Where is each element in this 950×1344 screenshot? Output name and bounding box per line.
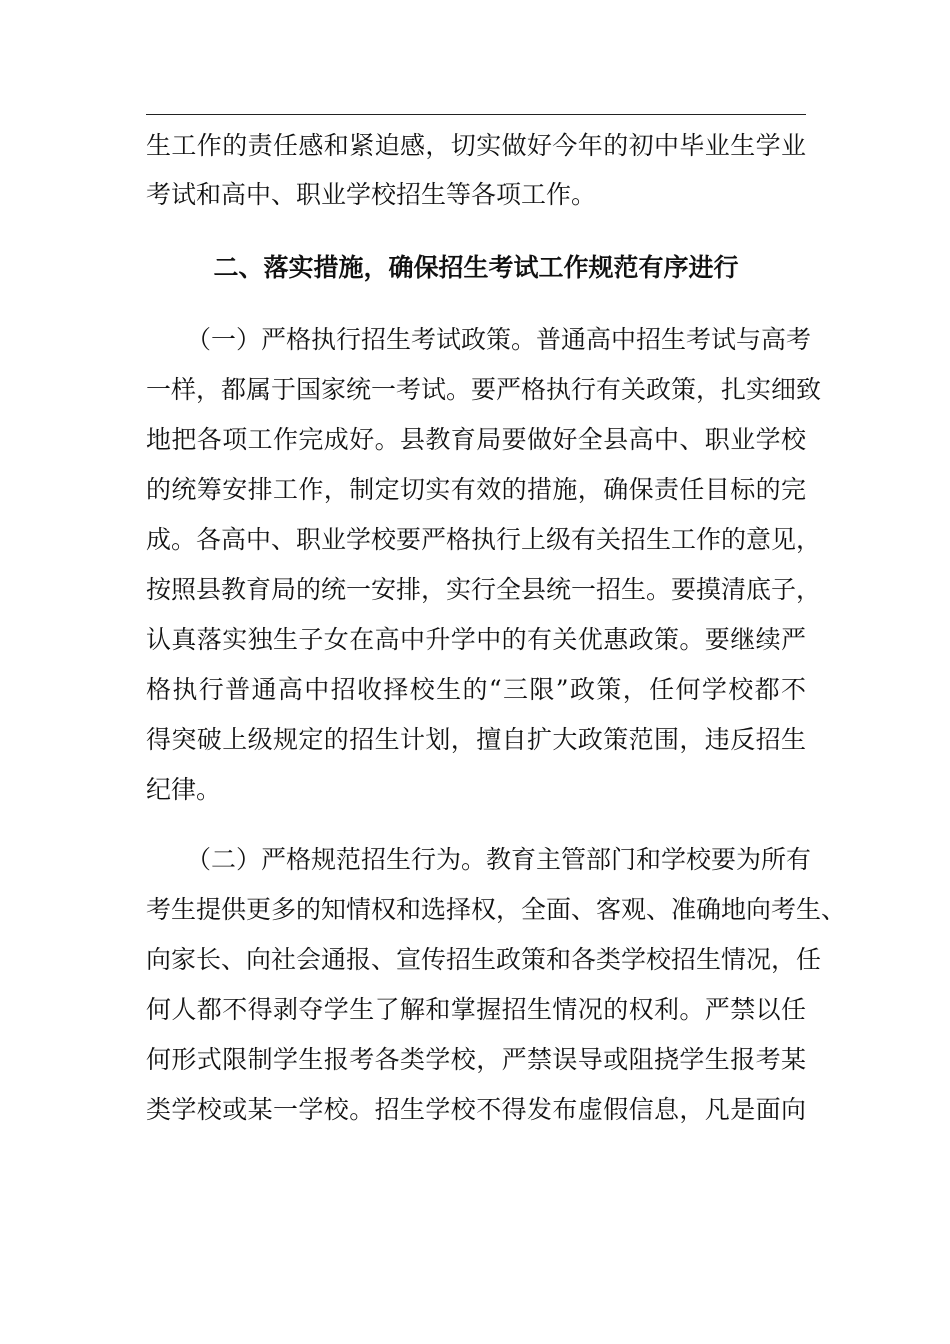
paragraph1-line <box>146 322 812 358</box>
paragraph1-line: 按照县教育局的统一安排，实行全县统一招生。要摸清底子， <box>146 575 822 604</box>
continuation-line: 考试和高中、职业学校招生等各项工作。 <box>146 180 597 209</box>
paragraph2-line: 何人都不得剥夺学生了解和掌握招生情况的权利。严禁以任 <box>146 995 806 1024</box>
paragraph2-line <box>146 842 812 878</box>
paragraph1-line: 认真落实独生子女在高中升学中的有关优惠政策。要继续严 <box>146 625 806 654</box>
paragraph2-first-text: （二）严格规范招生行为。教育主管部门和学校要为所有 <box>186 845 812 874</box>
continuation-line: 生工作的责任感和紧迫感，切实做好今年的初中毕业生学业 <box>146 131 806 160</box>
paragraph1-line: 成。各高中、职业学校要严格执行上级有关招生工作的意见， <box>146 525 822 554</box>
paragraph2-line: 向家长、向社会通报、宣传招生政策和各类学校招生情况，任 <box>146 945 822 974</box>
paragraph1-line: 格执行普通高中招收择校生的“三限”政策，任何学校都不 <box>146 675 806 704</box>
paragraph1-line: 得突破上级规定的招生计划，擅自扩大政策范围，违反招生 <box>146 725 806 754</box>
section-heading: 二、落实措施，确保招生考试工作规范有序进行 <box>213 253 739 282</box>
paragraph2-line: 何形式限制学生报考各类学校，严禁误导或阻挠学生报考某 <box>146 1045 806 1074</box>
paragraph1-line: 纪律。 <box>146 775 222 804</box>
paragraph1-line: 一样，都属于国家统一考试。要严格执行有关政策，扎实细致 <box>146 375 822 404</box>
paragraph2-line: 类学校或某一学校。招生学校不得发布虚假信息，凡是面向 <box>146 1095 806 1124</box>
paragraph1-line: 地把各项工作完成好。县教育局要做好全县高中、职业学校 <box>146 425 806 454</box>
paragraph1-first-text: （一）严格执行招生考试政策。普通高中招生考试与高考 <box>186 325 812 354</box>
header-rule <box>146 114 806 115</box>
paragraph2-line: 考生提供更多的知情权和选择权，全面、客观、准确地向考生、 <box>146 895 847 924</box>
paragraph1-line: 的统筹安排工作，制定切实有效的措施，确保责任目标的完 <box>146 475 806 504</box>
